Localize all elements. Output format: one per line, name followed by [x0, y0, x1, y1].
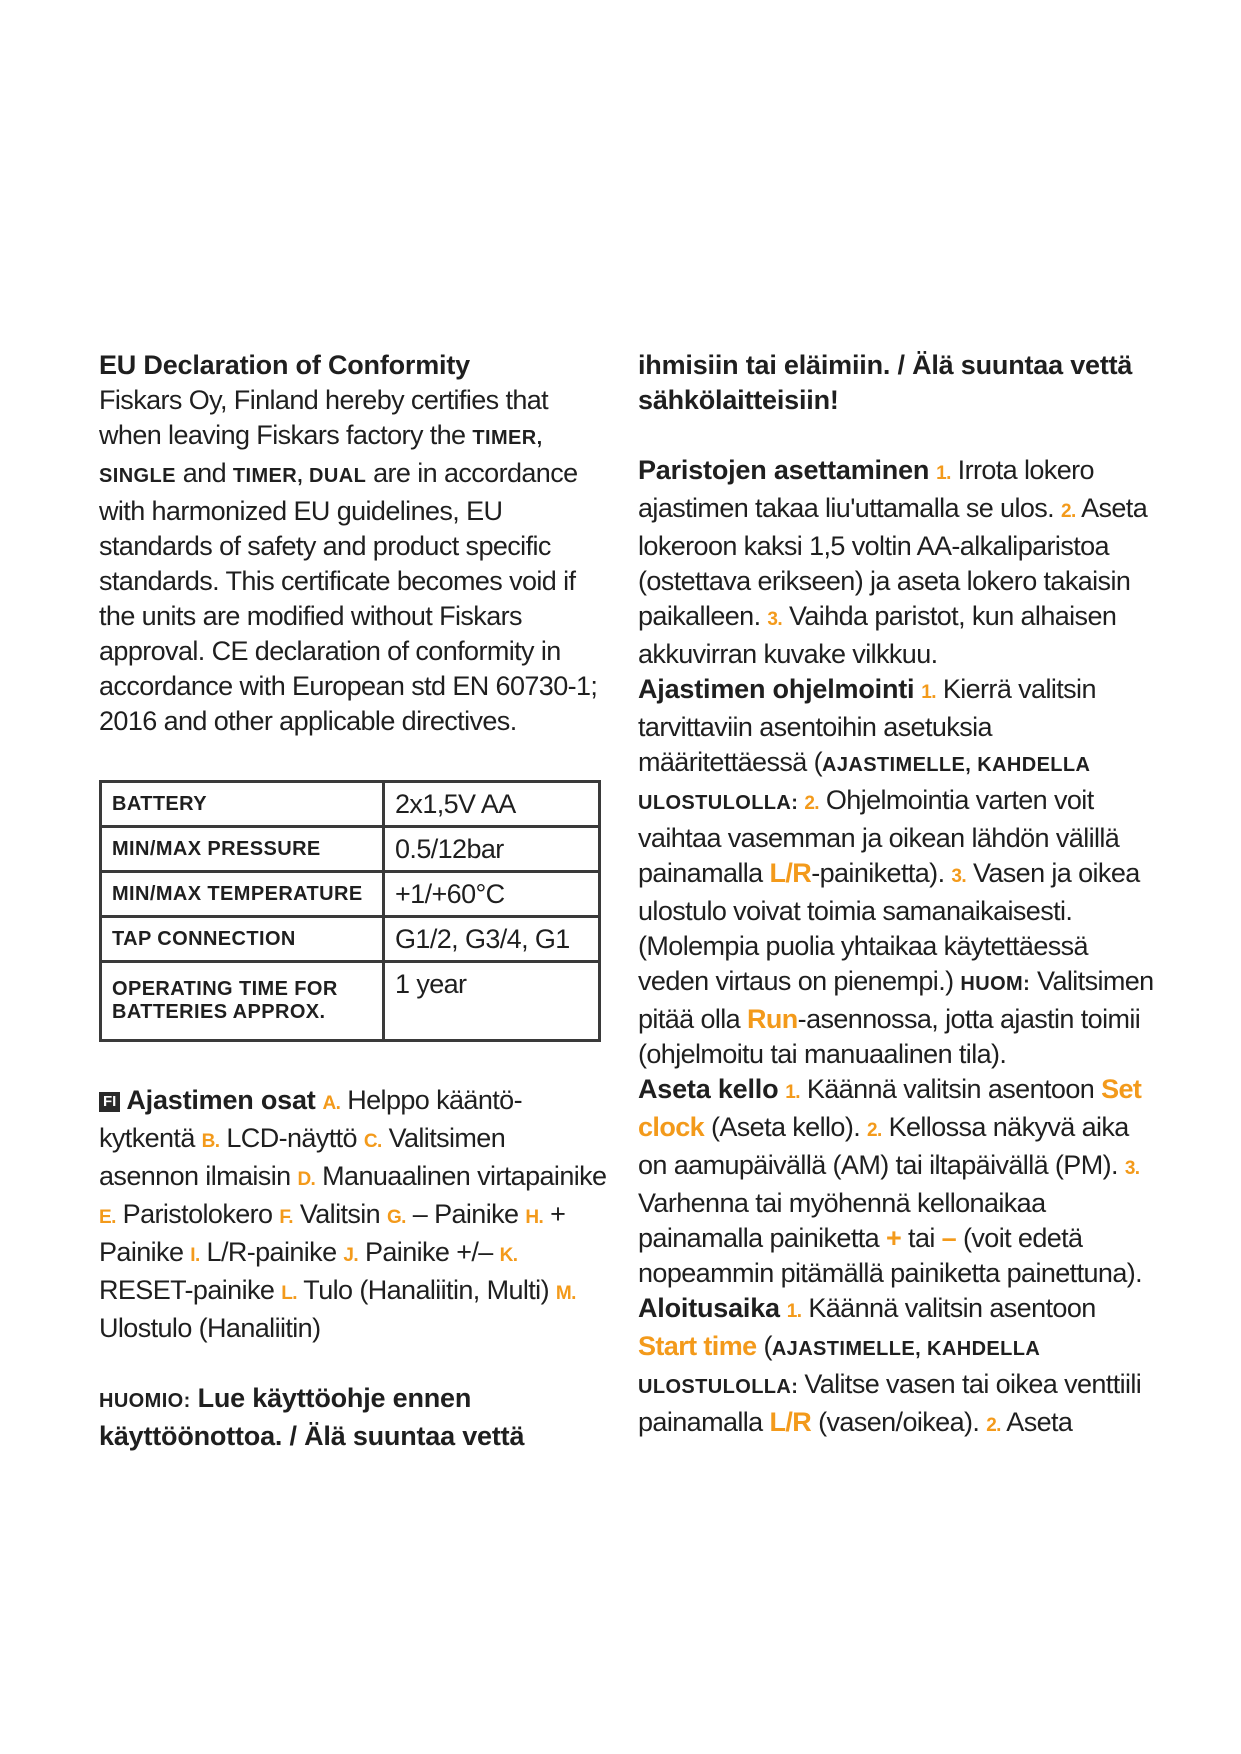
warning-right: ihmisiin tai eläimiin. / Älä suuntaa vettä sähkölaitteisiin!: [638, 350, 1133, 415]
spec-table: [99, 780, 601, 1042]
clock-title: Aseta kello: [638, 1074, 779, 1104]
right-column: [638, 348, 1158, 1443]
left-column: [99, 348, 609, 1454]
parts-title: Ajastimen osat: [126, 1085, 316, 1115]
table-row: BATTERY 2x1,5V AA: [101, 782, 600, 827]
warning-label: HUOMIO:: [99, 1390, 191, 1412]
clock-section: Aseta kello 1. Käännä valitsin asentoon Set clock (Aseta kello). 2. Kellossa näkyvä aika on aamupäivällä (AM) tai iltapäivällä (PM). 3. Varhenna tai myöhennä kellonaikaa painamalla painiketta + tai – (voit edetä nopeammin pitämällä painiketta painettuna).: [638, 1074, 1143, 1288]
start-title: Aloitusaika: [638, 1293, 780, 1323]
programming-title: Ajastimen ohjelmointi: [638, 674, 915, 704]
flag-fi-icon: FI: [99, 1092, 120, 1112]
eu-declaration: EU Declaration of Conformity Fiskars Oy, Finland hereby certifies that when leaving Fiskars factory the TIMER, SINGLE and TIMER, DUAL are in accordance with harmonized EU guidelines, EU standards of safety and product specific standards. This certificate becomes void if the units are modified without Fiskars approval. CE declaration of conformity in accordance with European std EN 60730-1; 2016 and other applicable directives.: [99, 350, 598, 736]
parts-section: FI Ajastimen osat A. Helppo kääntökytkentä B. LCD-näyttö C. Valitsimen asennon ilmaisin D. Manuaalinen virtapainike E. Paristolokero F. Valitsin G. – Painike H. + Painike I. L/R-painike J. Painike +/– K. RESET-painike L. Tulo (Hanaliitin, Multi) M. Ulostulo (Hanaliitin): [99, 1085, 607, 1343]
start-section: Aloitusaika 1. Käännä valitsin asentoon Start time (AJASTIMELLE, KAHDELLA ULOSTULOLLA: Valitse vasen tai oikea venttiili painamalla L/R (vasen/oikea). 2. Aseta: [638, 1293, 1142, 1437]
programming-section: Ajastimen ohjelmointi 1. Kierrä valitsin tarvittaviin asentoihin asetuksia määritettäessä (AJASTIMELLE, KAHDELLA ULOSTULOLLA: 2. Ohjelmointia varten voit vaihtaa vasemman ja oikean lähdön välillä painamalla L/R-painiketta). 3. Vasen ja oikea ulostulo voivat toimia samanaikaisesti. (Molempia puolia yhtaikaa käytettäessä veden virtaus on pienempi.) HUOM: Valitsimen pitää olla Run-asennossa, jotta ajastin toimii (ohjelmoitu tai manuaalinen tila).: [638, 674, 1154, 1069]
warning-left: HUOMIO: Lue käyttöohje ennen käyttöönottoa. / Älä suuntaa vettä: [99, 1383, 525, 1451]
table-row: OPERATING TIME FOR BATTERIES APPROX. 1 year: [101, 962, 600, 1041]
battery-title: Paristojen asettaminen: [638, 455, 930, 485]
table-row: MIN/MAX PRESSURE 0.5/12bar: [101, 827, 600, 872]
eu-title: EU Declaration of Conformity: [99, 350, 470, 380]
table-row: TAP CONNECTION G1/2, G3/4, G1: [101, 917, 600, 962]
battery-section: Paristojen asettaminen 1. Irrota lokero ajastimen takaa liu'uttamalla se ulos. 2. Aseta lokeroon kaksi 1,5 voltin AA-alkaliparistoa (ostettava erikseen) ja aseta lokero takaisin paikalleen. 3. Vaihda paristot, kun alhaisen akkuvirran kuvake vilkkuu.: [638, 455, 1148, 669]
table-row: MIN/MAX TEMPERATURE +1/+60°C: [101, 872, 600, 917]
